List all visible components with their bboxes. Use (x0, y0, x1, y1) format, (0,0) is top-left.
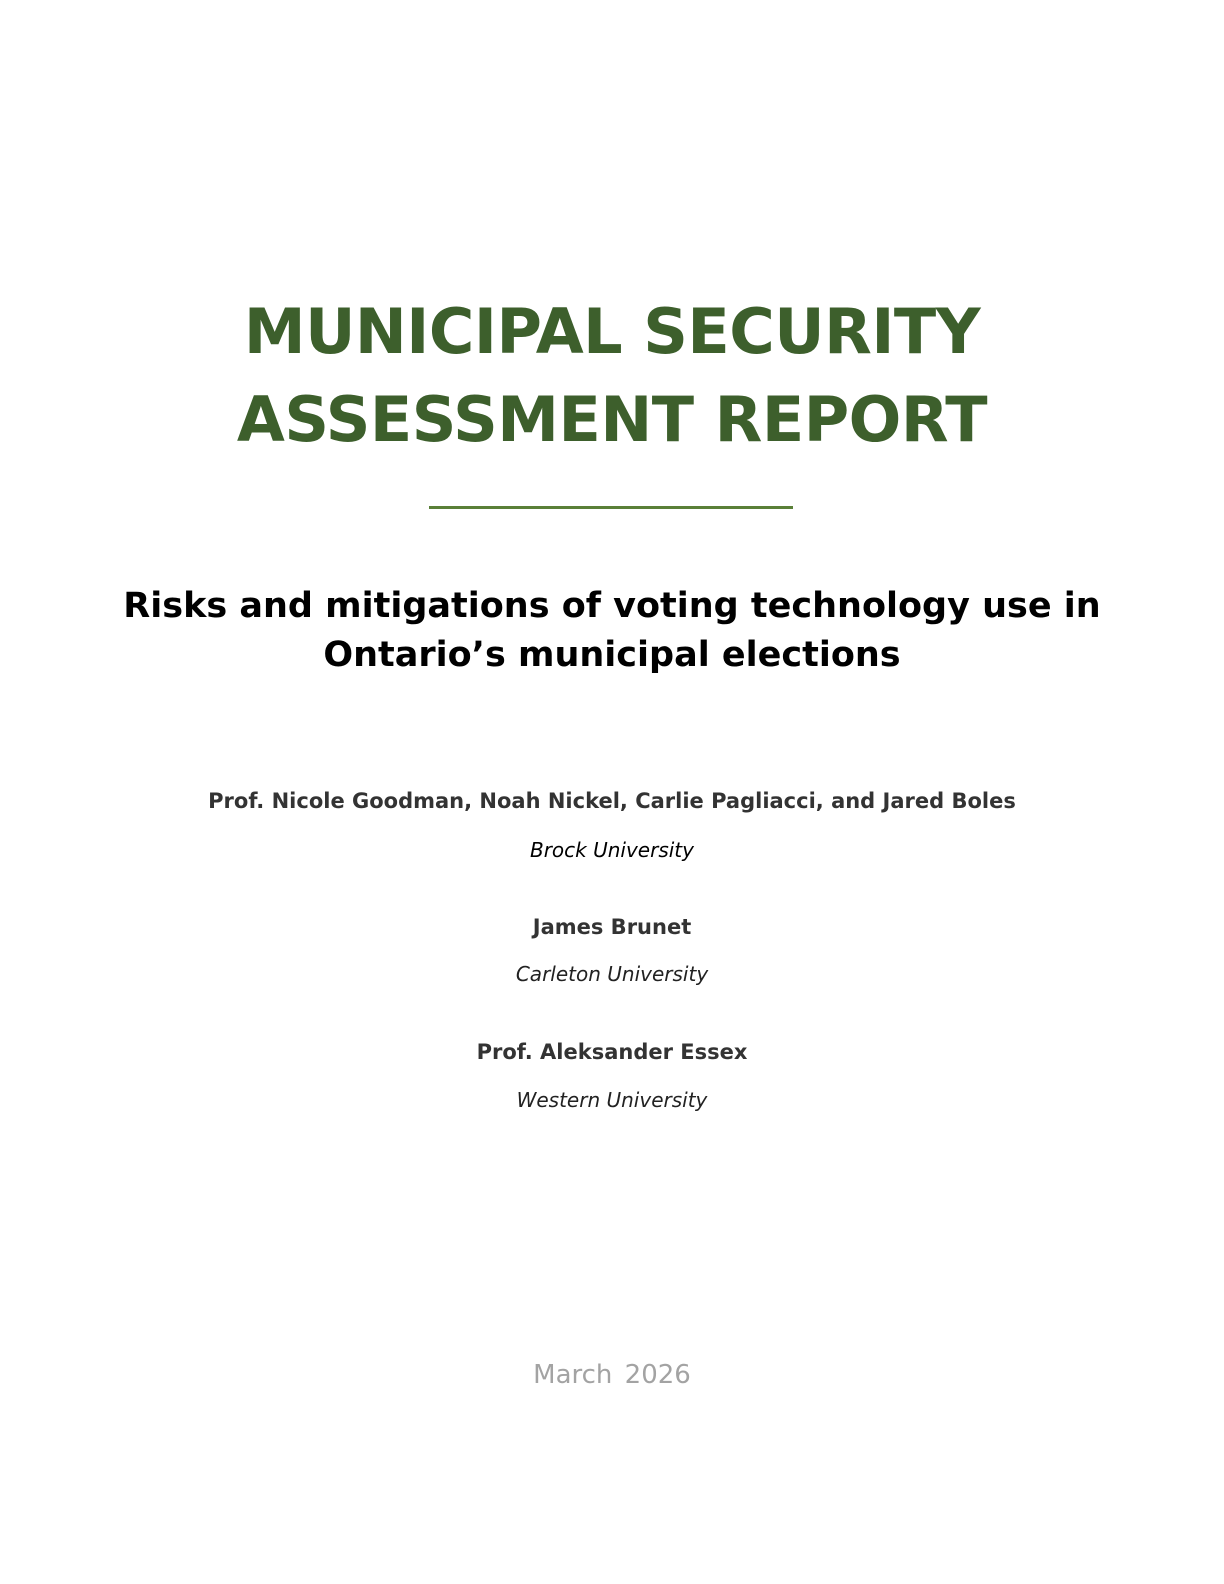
affiliation-brock: Brock University (529, 838, 694, 862)
report-subtitle-line-1: Risks and mitigations of voting technology use in (123, 586, 1101, 626)
author-names-brock: Prof. Nicole Goodman, Noah Nickel, Carlie Pagliacci, and Jared Boles (208, 789, 1016, 813)
affiliation-carleton: Carleton University (515, 962, 709, 986)
title-divider (429, 506, 793, 509)
author-names-carleton: James Brunet (532, 915, 692, 939)
report-subtitle (0, 582, 1224, 680)
report-title-line-2: ASSESSMENT REPORT (236, 383, 988, 456)
report-subtitle-line-2: Ontario’s municipal elections (323, 635, 901, 675)
report-title (0, 288, 1224, 464)
affiliation-western: Western University (516, 1088, 708, 1112)
report-title-line-1: MUNICIPAL SECURITY (243, 295, 981, 368)
author-names-western: Prof. Aleksander Essex (476, 1040, 748, 1064)
publication-date: March 2026 (533, 1360, 691, 1390)
